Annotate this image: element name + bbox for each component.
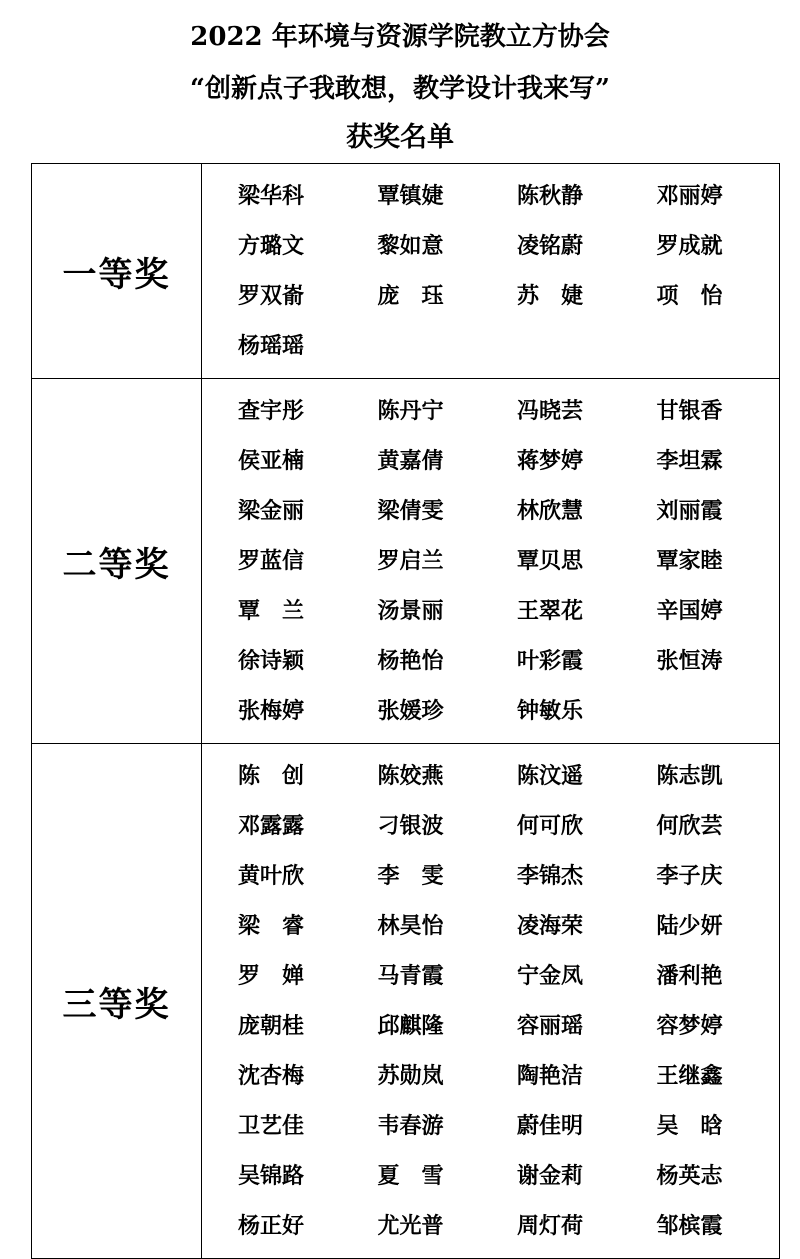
awardee-name: 蒋梦婷 xyxy=(517,449,584,474)
awardee-name: 陈 创 xyxy=(238,764,305,789)
awardee-name: 罗蓝信 xyxy=(238,549,305,574)
awardee-name: 张恒涛 xyxy=(656,649,723,674)
award-row-second xyxy=(32,379,780,744)
names-grid-third xyxy=(202,744,779,1258)
award-level-second: 二等奖 xyxy=(32,379,202,744)
awardee-name: 黄叶欣 xyxy=(238,864,305,889)
awardee-name: 陈姣燕 xyxy=(377,764,444,789)
awardee-name: 梁华科 xyxy=(238,184,305,209)
awardee-name: 陈志凯 xyxy=(656,764,723,789)
awardee-name: 刘丽霞 xyxy=(656,499,723,524)
awardee-name: 苏 婕 xyxy=(517,284,584,309)
document-title: 2022 年环境与资源学院教立方协会 xyxy=(190,22,610,52)
event-slogan: “创新点子我敢想，教学设计我来写” xyxy=(190,74,610,104)
awardee-name: 邓露露 xyxy=(238,814,305,839)
awardee-name: 庞朝桂 xyxy=(238,1014,305,1039)
list-heading: 获奖名单 xyxy=(346,122,454,153)
awardee-name: 张媛珍 xyxy=(377,699,444,724)
award-row-third xyxy=(32,744,780,1259)
awardee-name: 李子庆 xyxy=(656,864,723,889)
award-level-first: 一等奖 xyxy=(32,164,202,379)
awardee-name: 谢金莉 xyxy=(517,1164,584,1189)
awardee-name: 梁 睿 xyxy=(238,914,305,939)
award-names-second xyxy=(202,379,780,744)
awardee-name: 尤光普 xyxy=(377,1214,444,1239)
awardee-name: 王继鑫 xyxy=(656,1064,723,1089)
awardee-name: 邱麒隆 xyxy=(377,1014,444,1039)
awardee-name: 周灯荷 xyxy=(517,1214,584,1239)
awardee-name: 冯晓芸 xyxy=(517,399,584,424)
awardee-name: 卫艺佳 xyxy=(238,1114,305,1139)
awardee-name: 宁金凤 xyxy=(517,964,584,989)
awardee-name: 凌海荣 xyxy=(517,914,584,939)
awardee-name: 邓丽婷 xyxy=(656,184,723,209)
awardee-name: 凌铭蔚 xyxy=(517,234,584,259)
award-names-third xyxy=(202,744,780,1259)
awardee-name: 韦春游 xyxy=(377,1114,444,1139)
awardee-name: 何欣芸 xyxy=(656,814,723,839)
awardee-name: 刁银波 xyxy=(377,814,444,839)
awardee-name: 蔚佳明 xyxy=(517,1114,584,1139)
awardee-name: 邹槟霞 xyxy=(656,1214,723,1239)
awardee-name: 覃镇婕 xyxy=(377,184,444,209)
awardee-name: 潘利艳 xyxy=(656,964,723,989)
award-row-first xyxy=(32,164,780,379)
awardee-name: 叶彩霞 xyxy=(517,649,584,674)
names-grid-second xyxy=(202,379,779,743)
awardee-name: 林昊怡 xyxy=(377,914,444,939)
awardee-name: 梁倩雯 xyxy=(377,499,444,524)
awardee-name: 汤景丽 xyxy=(377,599,444,624)
award-level-third: 三等奖 xyxy=(32,744,202,1259)
awardee-name: 张梅婷 xyxy=(238,699,305,724)
awardee-name: 覃贝思 xyxy=(517,549,584,574)
awardee-name: 项 怡 xyxy=(656,284,723,309)
awardee-name: 陆少妍 xyxy=(656,914,723,939)
awards-table xyxy=(31,163,780,1259)
award-names-first xyxy=(202,164,780,379)
awardee-name: 徐诗颖 xyxy=(238,649,305,674)
awardee-name: 陈丹宁 xyxy=(377,399,444,424)
awardee-name: 陈秋静 xyxy=(517,184,584,209)
awardee-name: 陈汶遥 xyxy=(517,764,584,789)
awardee-name: 罗 婵 xyxy=(238,964,305,989)
awardee-name: 吴 晗 xyxy=(656,1114,723,1139)
awardee-name: 沈杏梅 xyxy=(238,1064,305,1089)
awardee-name: 杨瑶瑶 xyxy=(238,334,305,359)
awardee-name: 庞 珏 xyxy=(377,284,444,309)
awardee-name: 罗启兰 xyxy=(377,549,444,574)
awardee-name: 罗双嵛 xyxy=(238,284,305,309)
awardee-name: 杨英志 xyxy=(656,1164,723,1189)
awardee-name: 辛国婷 xyxy=(656,599,723,624)
awardee-name: 覃家睦 xyxy=(656,549,723,574)
awardee-name: 林欣慧 xyxy=(517,499,584,524)
awardee-name: 容丽瑶 xyxy=(517,1014,584,1039)
awardee-name: 杨正好 xyxy=(238,1214,305,1239)
awardee-name: 查宇彤 xyxy=(238,399,305,424)
awardee-name: 杨艳怡 xyxy=(377,649,444,674)
awardee-name: 李 雯 xyxy=(377,864,444,889)
awardee-name: 梁金丽 xyxy=(238,499,305,524)
awardee-name: 李锦杰 xyxy=(517,864,584,889)
awardee-name: 何可欣 xyxy=(517,814,584,839)
awardee-name: 王翠花 xyxy=(517,599,584,624)
awardee-name: 陶艳洁 xyxy=(517,1064,584,1089)
awardee-name: 方璐文 xyxy=(238,234,305,259)
awardee-name: 夏 雪 xyxy=(377,1164,444,1189)
awardee-name: 容梦婷 xyxy=(656,1014,723,1039)
awardee-name: 侯亚楠 xyxy=(238,449,305,474)
names-grid-first xyxy=(202,164,779,378)
awardee-name: 黄嘉倩 xyxy=(377,449,444,474)
awardee-name: 苏勋岚 xyxy=(377,1064,444,1089)
awardee-name: 马青霞 xyxy=(377,964,444,989)
awardee-name: 钟敏乐 xyxy=(517,699,584,724)
awardee-name: 罗成就 xyxy=(656,234,723,259)
awardee-name: 甘银香 xyxy=(656,399,723,424)
awardee-name: 黎如意 xyxy=(377,234,444,259)
awardee-name: 覃 兰 xyxy=(238,599,305,624)
awardee-name: 吴锦路 xyxy=(238,1164,305,1189)
awardee-name: 李坦霖 xyxy=(656,449,723,474)
